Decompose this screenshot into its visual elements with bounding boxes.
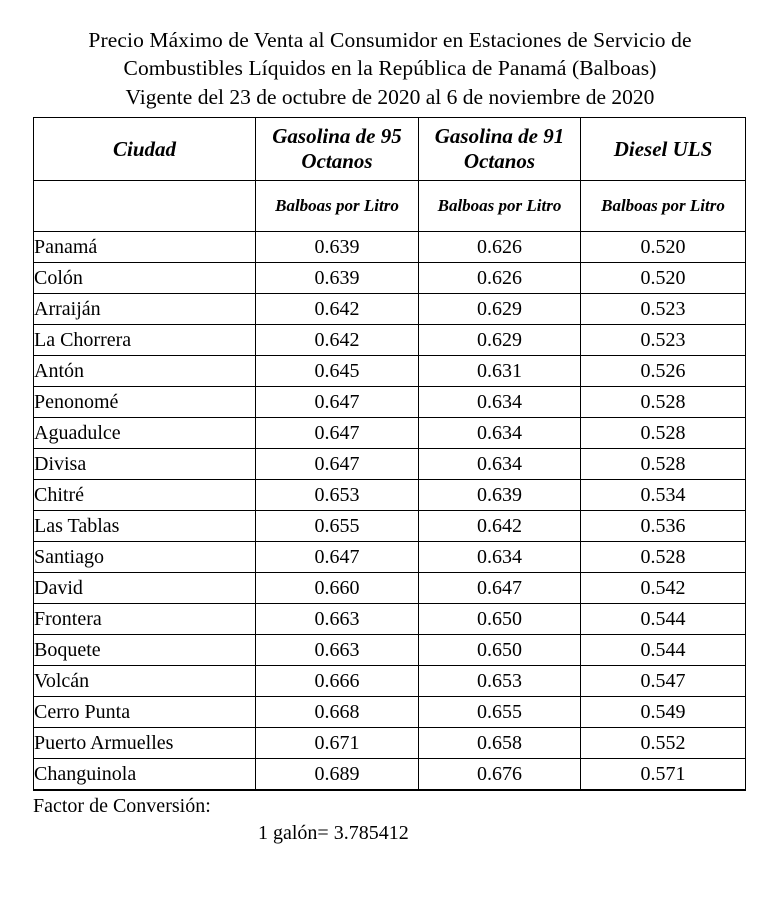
table-row <box>34 511 746 542</box>
cell-city: Changuinola <box>34 759 256 791</box>
cell-gas91: 0.626 <box>419 263 581 294</box>
cell-diesel: 0.542 <box>581 573 746 604</box>
cell-gas91: 0.639 <box>419 480 581 511</box>
table-row <box>34 418 746 449</box>
cell-gas95: 0.642 <box>256 294 419 325</box>
cell-city: Volcán <box>34 666 256 697</box>
cell-city: Frontera <box>34 604 256 635</box>
cell-gas91: 0.655 <box>419 697 581 728</box>
table-row <box>34 573 746 604</box>
cell-gas95: 0.655 <box>256 511 419 542</box>
cell-gas95: 0.639 <box>256 263 419 294</box>
cell-gas91: 0.626 <box>419 232 581 263</box>
table-row <box>34 697 746 728</box>
validity-period: Vigente del 23 de octubre de 2020 al 6 de noviembre de 2020 <box>125 85 655 109</box>
fuel-price-table <box>33 117 746 791</box>
cell-gas91: 0.629 <box>419 294 581 325</box>
table-body <box>34 232 746 791</box>
conversion-factor-label: Factor de Conversión: <box>33 795 211 817</box>
cell-gas95: 0.663 <box>256 635 419 666</box>
cell-gas95: 0.645 <box>256 356 419 387</box>
table-row <box>34 542 746 573</box>
cell-city: Penonomé <box>34 387 256 418</box>
column-header-diesel: Diesel ULS <box>581 118 746 181</box>
cell-diesel: 0.544 <box>581 635 746 666</box>
cell-diesel: 0.528 <box>581 449 746 480</box>
table-row <box>34 666 746 697</box>
page-title: Precio Máximo de Venta al Consumidor en Estaciones de Servicio de Combustibles Líquidos en la República de Panamá (Balboas) <box>88 28 692 80</box>
cell-gas95: 0.647 <box>256 387 419 418</box>
cell-gas91: 0.642 <box>419 511 581 542</box>
cell-gas91: 0.629 <box>419 325 581 356</box>
cell-gas91: 0.634 <box>419 387 581 418</box>
cell-gas91: 0.647 <box>419 573 581 604</box>
cell-gas91: 0.658 <box>419 728 581 759</box>
cell-city: Chitré <box>34 480 256 511</box>
cell-diesel: 0.520 <box>581 232 746 263</box>
column-header-city: Ciudad <box>34 118 256 181</box>
table-header-row <box>34 118 746 181</box>
cell-city: David <box>34 573 256 604</box>
cell-gas95: 0.642 <box>256 325 419 356</box>
cell-diesel: 0.536 <box>581 511 746 542</box>
column-header-gas91: Gasolina de 91 Octanos <box>419 118 581 181</box>
cell-diesel: 0.520 <box>581 263 746 294</box>
table-row <box>34 232 746 263</box>
cell-gas95: 0.671 <box>256 728 419 759</box>
cell-city: Boquete <box>34 635 256 666</box>
cell-diesel: 0.571 <box>581 759 746 791</box>
cell-diesel: 0.528 <box>581 387 746 418</box>
table-row <box>34 294 746 325</box>
cell-diesel: 0.552 <box>581 728 746 759</box>
cell-gas95: 0.663 <box>256 604 419 635</box>
cell-diesel: 0.547 <box>581 666 746 697</box>
cell-city: La Chorrera <box>34 325 256 356</box>
price-table-container <box>33 117 745 791</box>
cell-gas95: 0.647 <box>256 449 419 480</box>
cell-city: Arraiján <box>34 294 256 325</box>
table-row <box>34 759 746 791</box>
table-row <box>34 604 746 635</box>
cell-gas91: 0.634 <box>419 449 581 480</box>
table-row <box>34 325 746 356</box>
cell-gas95: 0.668 <box>256 697 419 728</box>
cell-gas95: 0.666 <box>256 666 419 697</box>
table-row <box>34 480 746 511</box>
table-row <box>34 449 746 480</box>
cell-gas95: 0.653 <box>256 480 419 511</box>
cell-gas91: 0.650 <box>419 604 581 635</box>
cell-city: Aguadulce <box>34 418 256 449</box>
cell-city: Cerro Punta <box>34 697 256 728</box>
cell-diesel: 0.528 <box>581 418 746 449</box>
cell-gas95: 0.689 <box>256 759 419 791</box>
title-block <box>0 0 780 111</box>
cell-city: Colón <box>34 263 256 294</box>
cell-city: Puerto Armuelles <box>34 728 256 759</box>
table-row <box>34 387 746 418</box>
cell-gas91: 0.634 <box>419 418 581 449</box>
cell-diesel: 0.523 <box>581 325 746 356</box>
conversion-factor-value: 1 galón= 3.785412 <box>258 822 409 844</box>
cell-diesel: 0.534 <box>581 480 746 511</box>
cell-diesel: 0.549 <box>581 697 746 728</box>
cell-gas95: 0.639 <box>256 232 419 263</box>
cell-city: Santiago <box>34 542 256 573</box>
cell-diesel: 0.544 <box>581 604 746 635</box>
cell-diesel: 0.526 <box>581 356 746 387</box>
units-cell-city <box>34 181 256 232</box>
cell-gas95: 0.647 <box>256 418 419 449</box>
column-header-gas95: Gasolina de 95 Octanos <box>256 118 419 181</box>
cell-gas95: 0.647 <box>256 542 419 573</box>
cell-city: Divisa <box>34 449 256 480</box>
cell-city: Las Tablas <box>34 511 256 542</box>
table-units-row <box>34 181 746 232</box>
table-row <box>34 635 746 666</box>
cell-diesel: 0.528 <box>581 542 746 573</box>
cell-gas95: 0.660 <box>256 573 419 604</box>
cell-gas91: 0.653 <box>419 666 581 697</box>
cell-gas91: 0.650 <box>419 635 581 666</box>
table-row <box>34 728 746 759</box>
table-header <box>34 118 746 232</box>
cell-city: Panamá <box>34 232 256 263</box>
cell-diesel: 0.523 <box>581 294 746 325</box>
units-cell-diesel: Balboas por Litro <box>581 181 746 232</box>
units-cell-gas95: Balboas por Litro <box>256 181 419 232</box>
table-row <box>34 263 746 294</box>
units-cell-gas91: Balboas por Litro <box>419 181 581 232</box>
footer <box>33 793 745 853</box>
cell-city: Antón <box>34 356 256 387</box>
cell-gas91: 0.634 <box>419 542 581 573</box>
cell-gas91: 0.676 <box>419 759 581 791</box>
table-row <box>34 356 746 387</box>
cell-gas91: 0.631 <box>419 356 581 387</box>
